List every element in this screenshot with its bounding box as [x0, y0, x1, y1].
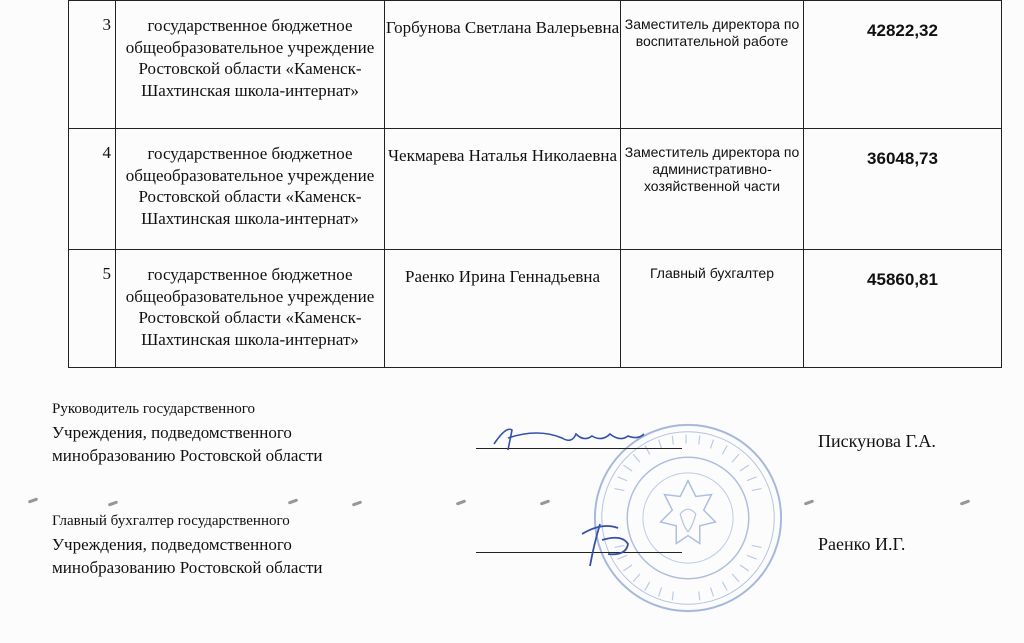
scan-speck	[804, 499, 814, 505]
organization-name: государственное бюджетное общеобразовательное учреждение Ростовской области «Каменск-Шахтинская школа-интернат»	[116, 250, 385, 368]
row-number: 3	[69, 1, 116, 129]
scan-speck	[288, 498, 298, 504]
average-salary: 36048,73	[804, 129, 1002, 250]
table-row	[69, 129, 1002, 250]
employee-name: Чекмарева Наталья Николаевна	[385, 129, 621, 250]
head-title-line: Учреждения, подведомственного	[52, 423, 292, 442]
row-number: 4	[69, 129, 116, 250]
employee-name: Горбунова Светлана Валерьевна	[385, 1, 621, 129]
head-name: Пискунова Г.А.	[818, 431, 936, 451]
scan-speck	[352, 500, 362, 506]
organization-name: государственное бюджетное общеобразовательное учреждение Ростовской области «Каменск-Шахтинская школа-интернат»	[116, 1, 385, 129]
scan-speck	[108, 500, 118, 506]
head-title-line: Руководитель государственного	[52, 401, 256, 417]
accountant-title-line: Главный бухгалтер государственного	[52, 513, 290, 529]
average-salary: 42822,32	[804, 1, 1002, 129]
head-signature-icon	[488, 420, 648, 460]
employee-position: Главный бухгалтер	[621, 250, 804, 368]
employee-name: Раенко Ирина Геннадьевна	[385, 250, 621, 368]
table-row	[69, 1, 1002, 129]
row-number: 5	[69, 250, 116, 368]
scan-speck	[456, 499, 466, 505]
employee-position: Заместитель директора по административно-хозяйственной части	[621, 129, 804, 250]
scan-speck	[540, 499, 550, 505]
accountant-signature-icon	[572, 514, 642, 570]
head-title-line: минобразованию Ростовской области	[52, 446, 323, 465]
table-row	[69, 250, 1002, 368]
employee-position: Заместитель директора по воспитательной работе	[621, 1, 804, 129]
accountant-title-line: минобразованию Ростовской области	[52, 558, 323, 577]
staff-salary-table	[68, 0, 1002, 368]
accountant-name: Раенко И.Г.	[818, 534, 906, 554]
scan-speck	[28, 497, 38, 503]
average-salary: 45860,81	[804, 250, 1002, 368]
accountant-title-line: Учреждения, подведомственного	[52, 535, 292, 554]
head-title-block	[52, 398, 323, 467]
organization-name: государственное бюджетное общеобразовательное учреждение Ростовской области «Каменск-Шахтинская школа-интернат»	[116, 129, 385, 250]
scan-speck	[960, 499, 970, 505]
accountant-title-block	[52, 510, 323, 579]
